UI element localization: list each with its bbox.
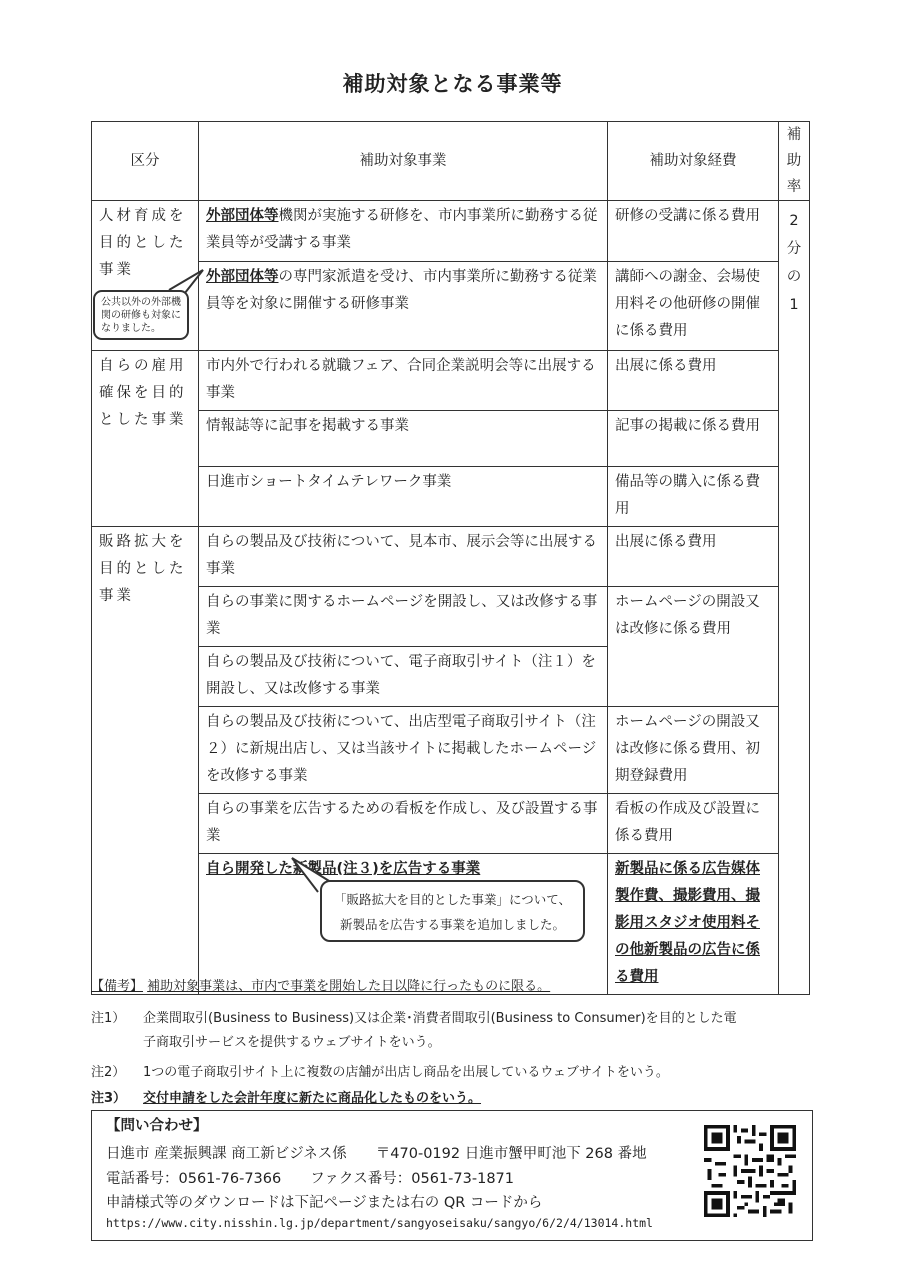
underlined-text: 外部団体等 <box>206 269 279 285</box>
contact-download-note: 申請様式等のダウンロードは下記ページまたは右の QR コードから <box>106 1195 543 1211</box>
contact-heading: 【問い合わせ】 <box>106 1118 208 1134</box>
project-text: の専門家派遣を受け、市内事業所に勤務する従業員等を対象に開催する研修事業 <box>206 269 597 312</box>
expense-cell: 講師への謝金、会場使用料その他研修の開催に係る費用 <box>608 262 779 351</box>
expense-cell: 看板の作成及び設置に係る費用 <box>608 794 779 854</box>
expense-cell: 出展に係る費用 <box>608 351 779 411</box>
project-cell: 市内外で行われる就職フェア、合同企業説明会等に出展する事業 <box>199 351 608 411</box>
underlined-text: 外部団体等 <box>206 208 279 224</box>
category-line: 販路拡大を <box>99 534 187 550</box>
note-text: 交付申請をした会計年度に新たに商品化したものをいう。 <box>143 1091 482 1106</box>
callout-line: 関の研修も対象に <box>101 310 181 321</box>
project-cell: 自らの事業を広告するための看板を作成し、及び設置する事業 <box>199 794 608 854</box>
new-project-text: 自ら開発した新製品(注３)を広告する事業 <box>206 861 481 877</box>
project-cell: 自らの製品及び技術について、電子商取引サイト（注１）を開設し、又は改修する事業 <box>199 647 608 707</box>
category-line: とした事業 <box>99 412 187 428</box>
project-cell: 自らの製品及び技術について、見本市、展示会等に出展する事業 <box>199 527 608 587</box>
category-line: 目的とした <box>99 235 187 251</box>
header-category: 区分 <box>92 122 199 201</box>
remark-line <box>91 975 550 994</box>
header-rate-char: 助 <box>786 153 802 169</box>
callout-line: 新製品を広告する事業を追加しました。 <box>339 917 565 932</box>
contact-url-link[interactable]: https://www.city.nisshin.lg.jp/department/sangyoseisaku/sangyo/6/2/4/13014.html <box>106 1216 653 1230</box>
table-row <box>92 351 810 411</box>
rate-char: 1 <box>789 297 799 313</box>
header-expense: 補助対象経費 <box>608 122 779 201</box>
rate-char: の <box>786 269 802 285</box>
callout-line: 公共以外の外部機 <box>101 297 181 308</box>
expense-cell: 出展に係る費用 <box>608 527 779 587</box>
project-cell <box>199 262 608 351</box>
expense-cell: ホームページの開設又は改修に係る費用 <box>608 587 779 707</box>
note-text: 1つの電子商取引サイト上に複数の店舗が出店し商品を出展しているウェブサイトをいう。 <box>143 1065 669 1080</box>
note-text: 企業間取引(Business to Business)又は企業･消費者間取引(Business to Consumer)を目的とした電 <box>143 1011 737 1026</box>
note-label: 注2） <box>91 1065 126 1080</box>
project-cell: 自らの事業に関するホームページを開設し、又は改修する事業 <box>199 587 608 647</box>
table-row <box>92 527 810 587</box>
note-label: 注3） <box>91 1091 127 1106</box>
table-row <box>92 411 810 467</box>
contact-phone-fax: 電話番号：0561-76-7366 ファクス番号：0561-73-1871 <box>106 1171 514 1187</box>
note-3 <box>91 1087 481 1106</box>
qr-code-icon[interactable] <box>704 1125 796 1217</box>
category-line: 人材育成を <box>99 208 187 224</box>
callout-line: 「販路拡大を目的とした事業」について、 <box>333 892 571 907</box>
table-row <box>92 467 810 527</box>
table-row <box>92 707 810 794</box>
category-line: 目的とした <box>99 561 187 577</box>
page-title: 補助対象となる事業等 <box>342 72 563 96</box>
callout-line: なりました。 <box>101 323 161 334</box>
rate-char: 分 <box>786 241 802 257</box>
remark-label: 【備考】 <box>91 979 144 994</box>
note-2 <box>91 1061 669 1080</box>
expense-cell: 備品等の購入に係る費用 <box>608 467 779 527</box>
table-header-row <box>92 122 810 201</box>
project-text: 機関が実施する研修を、市内事業所に勤務する従業員等が受講する事業 <box>206 208 598 251</box>
category-line: 事業 <box>99 262 134 278</box>
category-line: 自らの雇用 <box>99 358 187 374</box>
category-line: 確保を目的 <box>99 385 187 401</box>
table-row <box>92 201 810 262</box>
header-rate <box>779 122 810 201</box>
category-cell <box>92 527 199 995</box>
note-1-cont: 子商取引サービスを提供するウェブサイトをいう。 <box>143 1035 441 1050</box>
project-cell: 日進市ショートタイムテレワーク事業 <box>199 467 608 527</box>
table-row <box>92 587 810 647</box>
project-cell: 情報誌等に記事を掲載する事業 <box>199 411 608 467</box>
contact-box <box>91 1110 813 1241</box>
category-cell <box>92 351 199 527</box>
remark-text: 補助対象事業は、市内で事業を開始した日以降に行ったものに限る。 <box>147 979 551 994</box>
note-label: 注1） <box>91 1011 126 1026</box>
callout-note <box>93 290 189 340</box>
project-cell: 自らの製品及び技術について、出店型電子商取引サイト（注２）に新規出店し、又は当該サイトに掲載したホームページを改修する事業 <box>199 707 608 794</box>
callout-note <box>320 880 585 942</box>
table-row <box>92 794 810 854</box>
expense-cell: 記事の掲載に係る費用 <box>608 411 779 467</box>
header-project: 補助対象事業 <box>199 122 608 201</box>
expense-cell: ホームページの開設又は改修に係る費用、初期登録費用 <box>608 707 779 794</box>
category-line: 事業 <box>99 588 134 604</box>
rate-cell <box>779 201 810 995</box>
expense-cell: 研修の受講に係る費用 <box>608 201 779 262</box>
header-rate-char: 補 <box>786 127 802 143</box>
subsidy-table <box>91 121 810 995</box>
project-cell <box>199 201 608 262</box>
note-1 <box>91 1007 737 1026</box>
rate-char: 2 <box>789 213 799 229</box>
header-rate-char: 率 <box>786 179 802 195</box>
contact-address: 日進市 産業振興課 商工新ビジネス係 〒470-0192 日進市蟹甲町池下 268 番地 <box>106 1146 647 1162</box>
expense-cell: 新製品に係る広告媒体製作費、撮影費用、撮影用スタジオ使用料その他新製品の広告に係る費用 <box>608 854 779 995</box>
